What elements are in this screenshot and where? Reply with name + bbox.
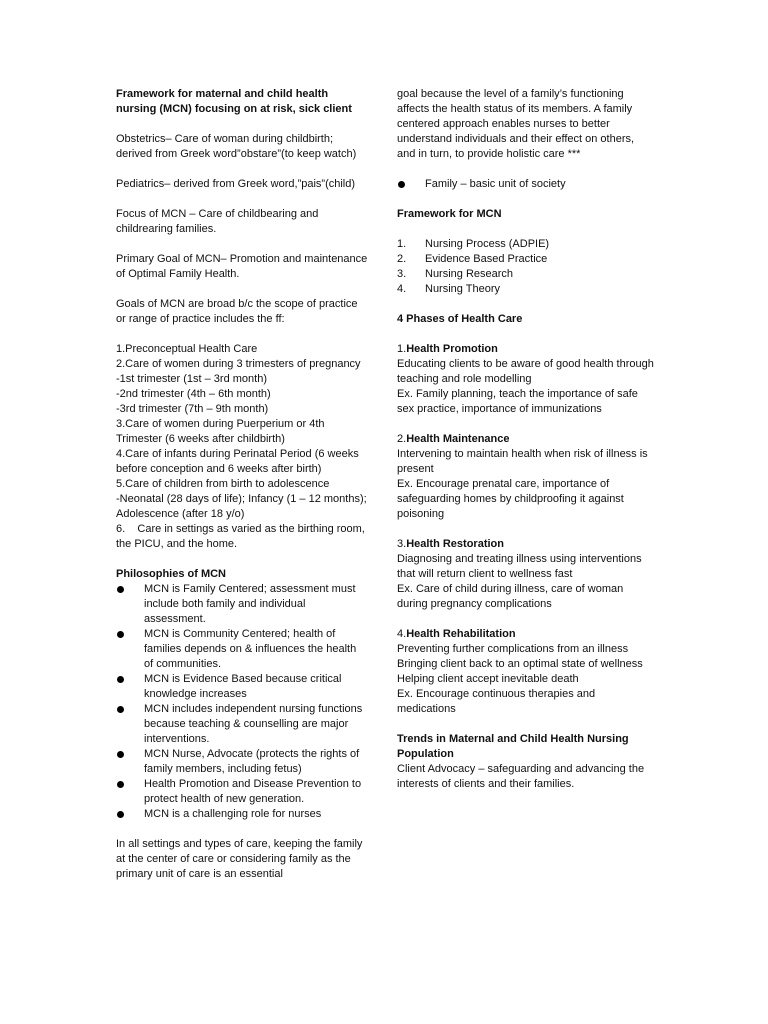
list-item: 4. Nursing Theory (397, 283, 500, 295)
framework-heading: Framework for MCN (397, 208, 502, 220)
list-item: Health Promotion and Disease Prevention to protect health of new generation. (116, 777, 368, 807)
bullet-icon (117, 631, 124, 638)
trends-heading: Trends in Maternal and Child Health Nursing Population (397, 733, 629, 760)
left-column (116, 87, 368, 882)
trends-text: Client Advocacy – safeguarding and advancing the interests of clients and their families. (397, 763, 645, 790)
framework-list (397, 237, 655, 297)
closing-paragraph: In all settings and types of care, keeping the family at the center of care or considering family as the primary unit of care is an essential (116, 838, 363, 880)
bullet-icon (117, 751, 124, 758)
list-item: 3. Nursing Research (397, 268, 514, 280)
list-item: MCN Nurse, Advocate (protects the rights of family members, including fetus) (116, 747, 368, 777)
phase-4-title: 4.Health Rehabilitation (397, 628, 516, 640)
scope-list (116, 342, 368, 552)
scope-item: 3.Care of women during Puerperium or 4th Trimester (6 weeks after childbirth) (116, 418, 325, 445)
document-title: Framework for maternal and child health nursing (MCN) focusing on at risk, sick client (116, 88, 352, 115)
bullet-icon (117, 781, 124, 788)
bullet-icon (117, 676, 124, 683)
phase-3-line: Ex. Care of child during illness, care of woman during pregnancy complications (397, 583, 624, 610)
phase-1-title: 1.Health Promotion (397, 343, 498, 355)
list-item: MCN includes independent nursing functions because teaching & counselling are major interventions. (116, 702, 368, 747)
focus-of-mcn: Focus of MCN – Care of childbearing and childrearing families. (116, 208, 319, 235)
obstetrics-definition: Obstetrics– Care of woman during childbirth; derived from Greek word”obstare”(to keep watch) (116, 133, 357, 160)
phase-4-line: Ex. Encourage continuous therapies and medications (397, 688, 596, 715)
scope-item-6-text: Care in settings as varied as the birthing room, the PICU, and the home. (116, 523, 365, 550)
phase-1-line: Educating clients to be aware of good health through teaching and role modelling (397, 358, 654, 385)
list-item: Family – basic unit of society (397, 177, 655, 192)
scope-item-6-number: 6. (116, 523, 126, 535)
bullet-icon (117, 706, 124, 713)
goals-of-mcn: Goals of MCN are broad b/c the scope of practice or range of practice includes the ff: (116, 298, 358, 325)
phase-2-line: Ex. Encourage prenatal care, importance of safeguarding homes by childproofing it against poisoning (397, 478, 624, 520)
phase-3-title: 3.Health Restoration (397, 538, 504, 550)
right-column (397, 87, 655, 792)
list-item: 1. Nursing Process (ADPIE) (397, 238, 550, 250)
continuation-paragraph: goal because the level of a family’s functioning affects the health status of its members. A family centered approach enables nurses to better understand individuals and their effect on others, and in turn, to provide holistic care *** (397, 88, 635, 160)
phase-3-line: Diagnosing and treating illness using interventions that will return client to wellness fast (397, 553, 642, 580)
phase-4-line: Helping client accept inevitable death (397, 673, 579, 685)
list-item: MCN is Community Centered; health of families depends on & influences the health of communities. (116, 627, 368, 672)
phase-2-line: Intervening to maintain health when risk of illness is present (397, 448, 648, 475)
list-item: 2. Evidence Based Practice (397, 253, 548, 265)
bullet-icon (398, 181, 405, 188)
scope-item: 5.Care of children from birth to adolescence (116, 478, 330, 490)
list-item: MCN is a challenging role for nurses (116, 807, 368, 822)
scope-item: -Neonatal (28 days of life); Infancy (1 – 12 months); Adolescence (after 18 y/o) (116, 493, 367, 520)
list-item: MCN is Family Centered; assessment must include both family and individual assessment. (116, 582, 368, 627)
list-item: MCN is Evidence Based because critical knowledge increases (116, 672, 368, 702)
phase-1-line: Ex. Family planning, teach the importance of safe sex practice, importance of immunizations (397, 388, 638, 415)
family-bullet-list (397, 177, 655, 192)
scope-item: -1st trimester (1st – 3rd month) (116, 373, 267, 385)
scope-item: 4.Care of infants during Perinatal Period (6 weeks before conception and 6 weeks after birth) (116, 448, 359, 475)
phase-2-title: 2.Health Maintenance (397, 433, 510, 445)
scope-item: -3rd trimester (7th – 9th month) (116, 403, 269, 415)
phase-4-line: Bringing client back to an optimal state of wellness (397, 658, 643, 670)
bullet-icon (117, 811, 124, 818)
bullet-icon (117, 586, 124, 593)
scope-item-6 (116, 522, 368, 552)
phases-heading: 4 Phases of Health Care (397, 313, 523, 325)
scope-item: 2.Care of women during 3 trimesters of pregnancy (116, 358, 361, 370)
philosophies-list (116, 582, 368, 822)
pediatrics-definition: Pediatrics– derived from Greek word,”pais”(child) (116, 178, 356, 190)
scope-item: -2nd trimester (4th – 6th month) (116, 388, 271, 400)
phase-4-line: Preventing further complications from an illness (397, 643, 629, 655)
scope-item: 1.Preconceptual Health Care (116, 343, 258, 355)
philosophies-heading: Philosophies of MCN (116, 568, 226, 580)
primary-goal: Primary Goal of MCN– Promotion and maintenance of Optimal Family Health. (116, 253, 368, 280)
